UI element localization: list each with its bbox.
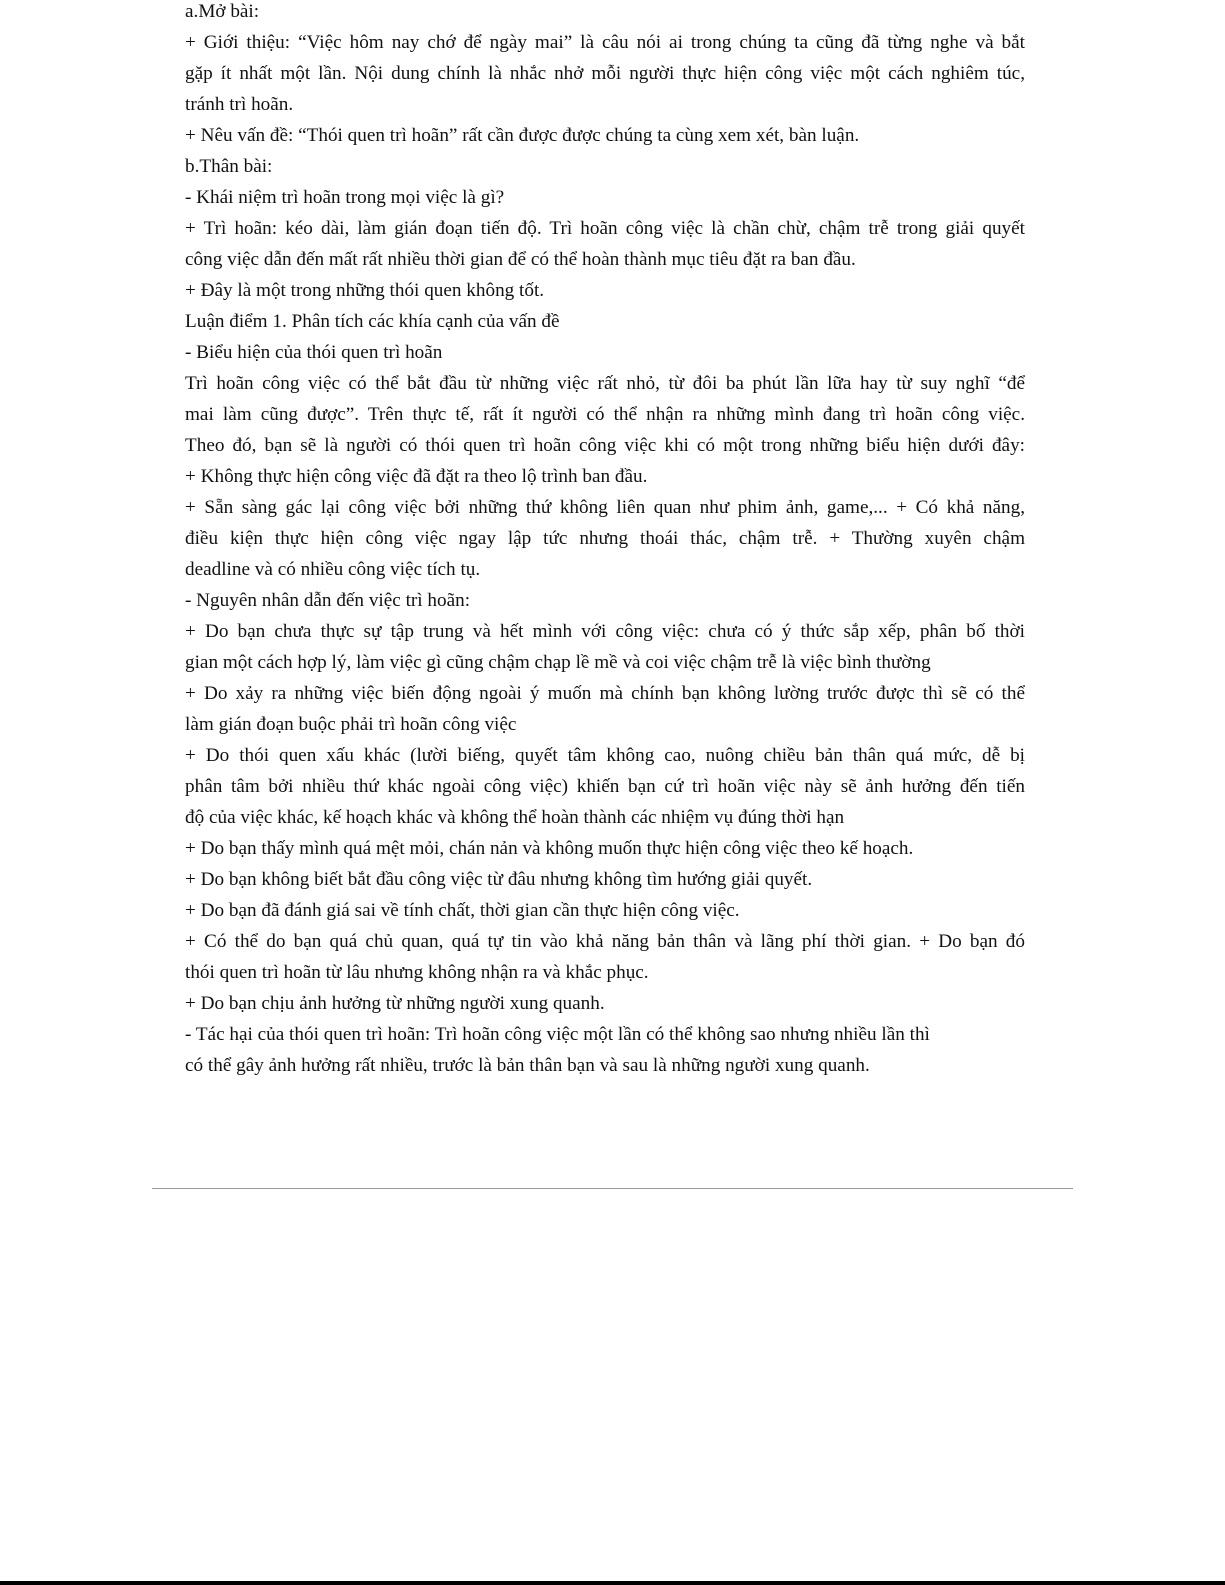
text-line: + Không thực hiện công việc đã đặt ra theo lộ trình ban đầu. (185, 466, 648, 487)
text-line: phân tâm bởi nhiều thứ khác ngoài công việc) khiến bạn cứ trì hoãn việc này sẽ ảnh hưởng đến tiến (185, 776, 1025, 797)
heading-than-bai: b.Thân bài: (185, 156, 273, 177)
text-line: mai làm cũng được”. Trên thực tế, rất ít người có thể nhận ra những mình đang trì hoãn công việc. (185, 404, 1025, 425)
text-line: + Do thói quen xấu khác (lười biếng, quyết tâm không cao, nuông chiều bản thân quá mức, dễ bị (185, 745, 1025, 766)
text-line: - Nguyên nhân dẫn đến việc trì hoãn: (185, 590, 471, 611)
document-body (185, 0, 1025, 1081)
text-line: + Sẵn sàng gác lại công việc bởi những thứ không liên quan như phim ảnh, game,... + Có khả năng, (185, 497, 1025, 518)
text-line: + Giới thiệu: “Việc hôm nay chớ để ngày mai” là câu nói ai trong chúng ta cũng đã từng nghe và bắt (185, 32, 1025, 53)
text-line: + Nêu vấn đề: “Thói quen trì hoãn” rất cần được được chúng ta cùng xem xét, bàn luận. (185, 125, 860, 146)
text-line: + Do bạn không biết bắt đầu công việc từ đâu nhưng không tìm hướng giải quyết. (185, 869, 813, 890)
text-line: độ của việc khác, kế hoạch khác và không thể hoàn thành các nhiệm vụ đúng thời hạn (185, 807, 845, 828)
text-line: điều kiện thực hiện công việc ngay lập tức nhưng thoái thác, chậm trễ. + Thường xuyên chậm (185, 528, 1025, 549)
text-line: + Do xảy ra những việc biến động ngoài ý muốn mà chính bạn không lường trước được thì sẽ có thể (185, 683, 1025, 704)
text-line: công việc dẫn đến mất rất nhiều thời gian để có thể hoàn thành mục tiêu đặt ra ban đầu. (185, 249, 856, 270)
section-heading: Luận điểm 1. Phân tích các khía cạnh của vấn đề (185, 311, 560, 332)
text-line: - Biểu hiện của thói quen trì hoãn (185, 342, 443, 363)
page-bottom-border (0, 1581, 1225, 1585)
text-line: thói quen trì hoãn từ lâu nhưng không nhận ra và khắc phục. (185, 962, 649, 983)
text-line: + Do bạn chưa thực sự tập trung và hết mình với công việc: chưa có ý thức sắp xếp, phân bố thời (185, 621, 1025, 642)
text-line: + Do bạn đã đánh giá sai về tính chất, thời gian cần thực hiện công việc. (185, 900, 740, 921)
text-line: + Trì hoãn: kéo dài, làm gián đoạn tiến độ. Trì hoãn công việc là chần chừ, chậm trễ trong giải quyết (185, 218, 1025, 239)
text-line: gian một cách hợp lý, làm việc gì cũng chậm chạp lề mề và coi việc chậm trễ là việc bình thường (185, 652, 931, 673)
text-line: làm gián đoạn buộc phải trì hoãn công việc (185, 714, 517, 735)
text-line: tránh trì hoãn. (185, 94, 294, 115)
text-line: - Tác hại của thói quen trì hoãn: Trì hoãn công việc một lần có thể không sao nhưng nhiều lần thì (185, 1024, 930, 1045)
heading-mo-bai: a.Mở bài: (185, 1, 260, 22)
text-line: + Có thể do bạn quá chủ quan, quá tự tin vào khả năng bản thân và lãng phí thời gian. + Do bạn đó (185, 931, 1025, 952)
text-line: Trì hoãn công việc có thể bắt đầu từ những việc rất nhỏ, từ đôi ba phút lần lữa hay từ suy nghĩ “để (185, 373, 1025, 394)
text-line: Theo đó, bạn sẽ là người có thói quen trì hoãn công việc khi có một trong những biểu hiện dưới đây: (185, 435, 1025, 456)
text-line: + Đây là một trong những thói quen không tốt. (185, 280, 545, 301)
text-line: - Khái niệm trì hoãn trong mọi việc là gì? (185, 187, 505, 208)
text-line: + Do bạn thấy mình quá mệt mỏi, chán nản và không muốn thực hiện công việc theo kế hoạch. (185, 838, 914, 859)
text-line: deadline và có nhiều công việc tích tụ. (185, 559, 481, 580)
text-line: gặp ít nhất một lần. Nội dung chính là nhắc nhở mỗi người thực hiện công việc một cách nghiêm túc, (185, 63, 1025, 84)
horizontal-divider (152, 1188, 1073, 1189)
text-line: có thể gây ảnh hưởng rất nhiều, trước là bản thân bạn và sau là những người xung quanh. (185, 1055, 870, 1076)
text-line: + Do bạn chịu ảnh hưởng từ những người xung quanh. (185, 993, 605, 1014)
